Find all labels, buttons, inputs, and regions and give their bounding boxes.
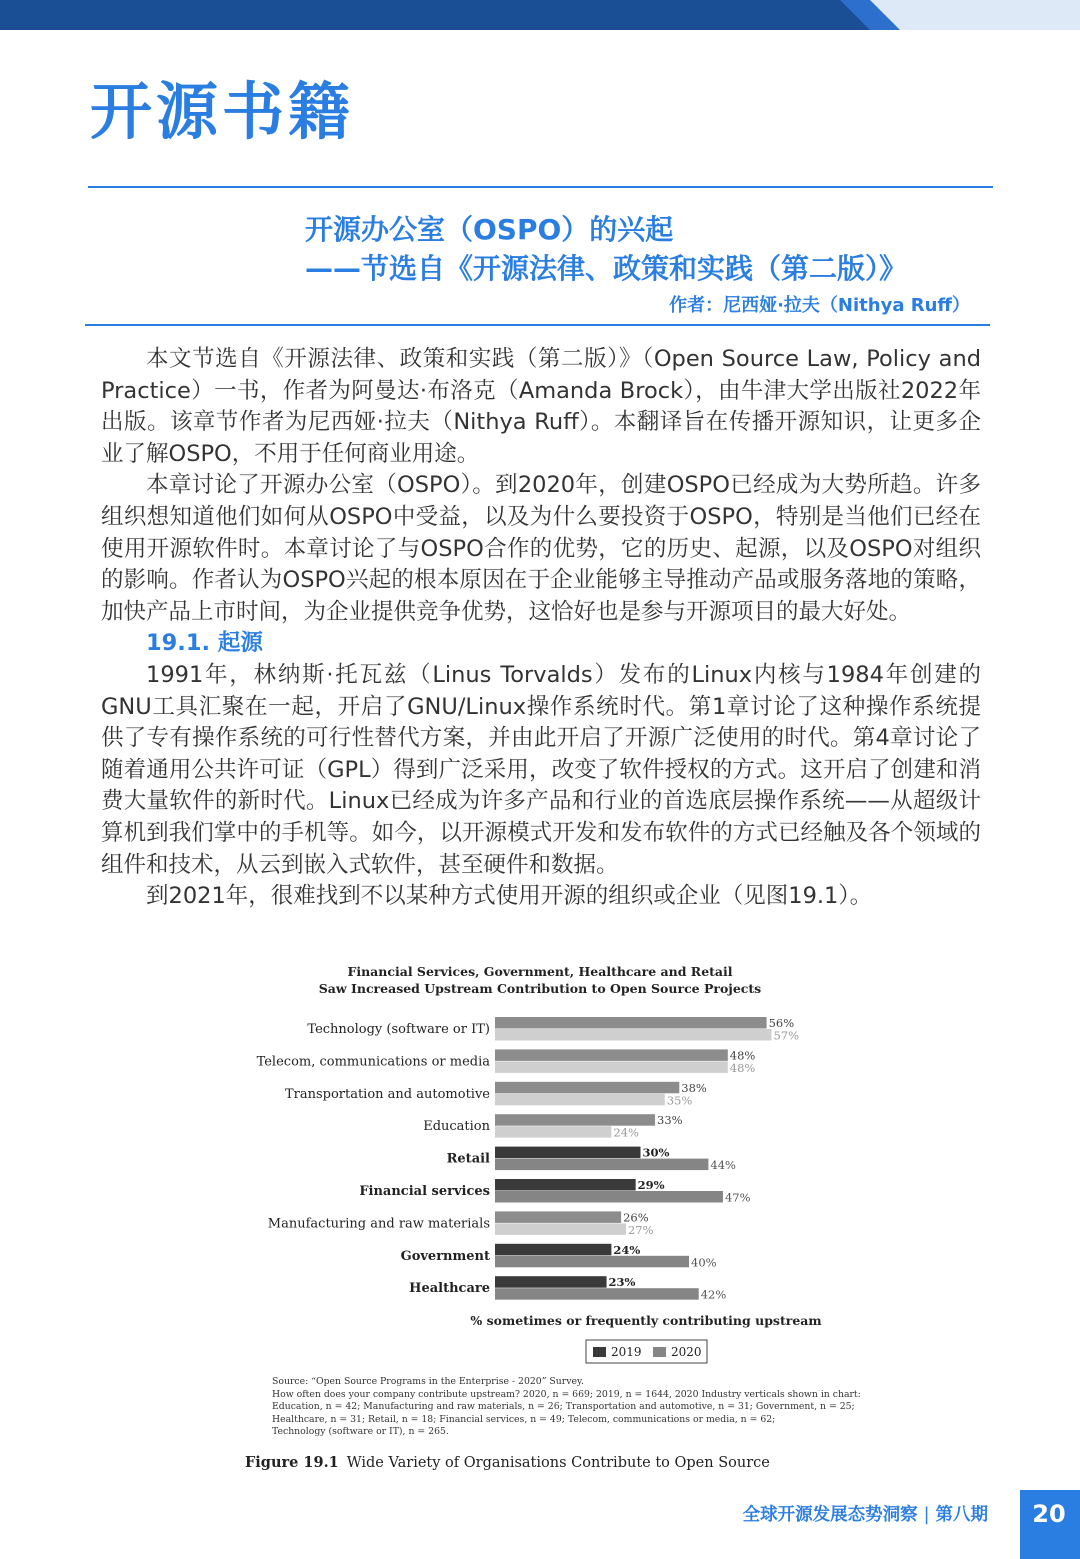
source-line: Source: “Open Source Programs in the Enterprise - 2020” Survey. [272, 1376, 584, 1387]
footer-publication [743, 1502, 988, 1528]
value-label-2020: 57% [773, 1028, 800, 1043]
source-line: Education, n = 42; Manufacturing and raw materials, n = 26; Transportation and automotive, n = 31; Government, n = 25; [272, 1401, 855, 1413]
article-author: 作者：尼西娅·拉夫（Nithya Ruff） [669, 295, 970, 316]
paragraph-origin: 1991年，林纳斯·托瓦兹（Linus Torvalds）发布的Linux内核与1984年创建的GNU工具汇聚在一起，开启了GNU/Linux操作系统时代。第1章讨论了这种操作系统提供了专有操作系统的可行性替代方案，并由此开启了开源广泛使用的时代。第4章讨论了随着通用公共许可证（GPL）得到广泛采用，改变了软件授权的方式。这开启了创建和消费大量软件的新时代。Linux已经成为许多产品和行业的首选底层操作系统——从超级计算机到我们掌中的手机等。如今，以开源模式开发和发布软件的方式已经触及各个领域的组件和技术，从云到嵌入式软件，甚至硬件和数据。 [101, 661, 981, 878]
legend-label-2019: 2019 [611, 1345, 642, 1359]
chart-source-notes [272, 1376, 861, 1439]
section-heading: 19.1. 起源 [146, 630, 263, 657]
bar-2019 [495, 1244, 611, 1256]
issue-label: 第八期 [935, 1505, 988, 1525]
value-label-2019: 24% [613, 1242, 641, 1257]
bar-2020 [495, 1223, 626, 1235]
legend-label-2020: 2020 [671, 1345, 702, 1359]
value-label-2020: 42% [700, 1287, 727, 1302]
category-label: Technology (software or IT) [307, 1022, 490, 1037]
value-label-2019: 38% [681, 1080, 707, 1095]
value-label-2020: 40% [691, 1255, 717, 1270]
category-label: Manufacturing and raw materials [267, 1216, 490, 1232]
bar-2019 [495, 1114, 655, 1126]
value-label-2019: 56% [768, 1016, 795, 1030]
legend-swatch-2020 [653, 1347, 666, 1357]
category-label: Healthcare [409, 1281, 490, 1297]
value-label-2019: 23% [608, 1275, 636, 1290]
bar-2019 [495, 1017, 767, 1029]
value-label-2020: 24% [613, 1125, 639, 1140]
x-axis-label: % sometimes or frequently contributing upstream [470, 1313, 822, 1328]
category-label: Financial services [359, 1184, 490, 1199]
article-title: 开源办公室（OSPO）的兴起 [305, 213, 674, 246]
footer-separator: | [923, 1505, 930, 1525]
article-subtitle: ——节选自《开源法律、政策和实践（第二版）》 [305, 252, 908, 285]
legend-swatch-2019 [593, 1347, 606, 1357]
figure-label: Figure 19.1 [245, 1454, 339, 1471]
figure-caption-text: Wide Variety of Organisations Contribute to Open Source [346, 1455, 770, 1471]
value-label-2020: 44% [710, 1158, 736, 1173]
value-label-2020: 35% [666, 1093, 693, 1108]
section-title: 开源书籍 [90, 75, 355, 148]
category-label: Telecom, communications or media [256, 1054, 490, 1070]
value-label-2020: 47% [724, 1190, 751, 1205]
source-line: How often does your company contribute upstream? 2020, n = 669; 2019, n = 1644, 2020 Industry verticals shown in chart: [272, 1388, 861, 1400]
category-label: Education [423, 1119, 490, 1135]
bar-2019 [495, 1082, 679, 1094]
value-label-2020: 48% [729, 1060, 756, 1075]
bar-2019 [495, 1147, 641, 1159]
publication-name: 全球开源发展态势洞察 [742, 1505, 918, 1525]
source-line: Technology (software or IT), n = 265. [272, 1426, 449, 1438]
category-label: Retail [446, 1151, 490, 1167]
value-label-2020: 27% [627, 1222, 654, 1237]
paragraph-2021: 到2021年，很难找到不以某种方式使用开源的组织或企业（见图19.1）。 [146, 883, 873, 910]
figure-caption [245, 1452, 770, 1474]
value-label-2019: 29% [637, 1178, 665, 1192]
value-label-2019: 33% [657, 1113, 683, 1128]
bar-2020 [495, 1126, 611, 1138]
bar-2020 [495, 1094, 665, 1106]
bar-2020 [495, 1159, 708, 1171]
chart-title: Financial Services, Government, Healthcare and Retail [347, 964, 733, 979]
bar-2020 [495, 1061, 728, 1073]
page-number: 20 [1032, 1500, 1066, 1528]
value-label-2019: 48% [729, 1048, 756, 1063]
bar-2020 [495, 1288, 699, 1300]
chart-subtitle: Saw Increased Upstream Contribution to Open Source Projects [318, 981, 762, 996]
value-label-2019: 30% [642, 1145, 670, 1160]
bar-2020 [495, 1191, 723, 1203]
bar-2020 [495, 1256, 689, 1268]
paragraph-overview: 本章讨论了开源办公室（OSPO）。到2020年，创建OSPO已经成为大势所趋。许多组织想知道他们如何从OSPO中受益，以及为什么要投资于OSPO，特别是当他们已经在使用开源软件时。本章讨论了与OSPO合作的优势，它的历史、起源，以及OSPO对组织的影响。作者认为OSPO兴起的根本原因在于企业能够主导推动产品或服务落地的策略，加快产品上市时间，为企业提供竞争优势，这恰好也是参与开源项目的最大好处。 [101, 472, 981, 625]
bar-2019 [495, 1049, 728, 1061]
bar-2019 [495, 1179, 636, 1191]
category-label: Transportation and automotive [284, 1086, 490, 1102]
value-label-2019: 26% [623, 1210, 649, 1225]
category-label: Government [400, 1248, 490, 1264]
bar-2019 [495, 1211, 621, 1223]
paragraph-intro: 本文节选自《开源法律、政策和实践（第二版）》（Open Source Law, Policy and Practice）一书，作者为阿曼达·布洛克（Amanda Brock），由牛津大学出版社2022年出版。该章节作者为尼西娅·拉夫（Nithya Ruff）。本翻译旨在传播开源知识，让更多企业了解OSPO，不用于任何商业用途。 [101, 346, 981, 467]
bar-2020 [495, 1029, 771, 1041]
source-line: Healthcare, n = 31; Retail, n = 18; Financial services, n = 49; Telecom, communications or media, n = 62; [272, 1413, 776, 1425]
bar-2019 [495, 1276, 607, 1288]
